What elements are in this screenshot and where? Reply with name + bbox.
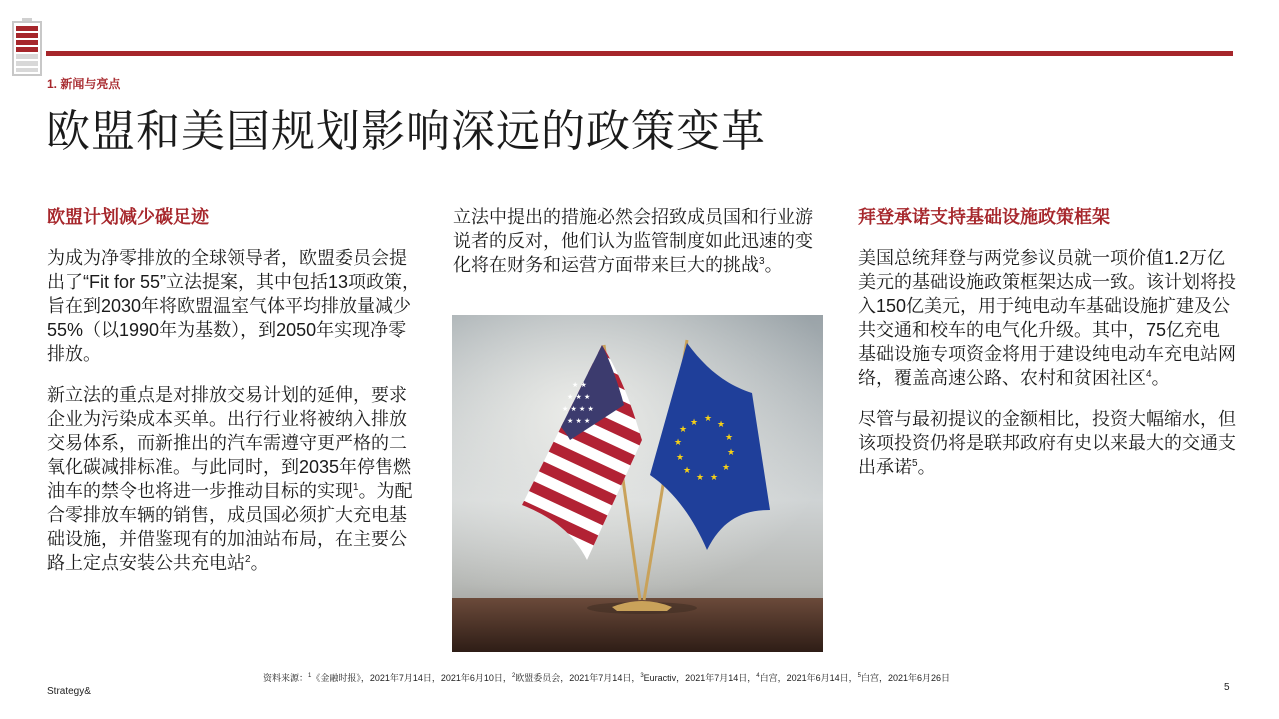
footnote-ref: 4 <box>1146 369 1152 380</box>
svg-text:★ ★ ★: ★ ★ ★ <box>567 393 591 401</box>
svg-text:★ ★: ★ ★ <box>572 381 587 389</box>
us-paragraph-1: 美国总统拜登与两党参议员就一项价值1.2万亿美元的基础设施政策框架达成一致。该计划将投入150亿美元，用于纯电动车基础设施扩建及公共交通和校车的电气化升级。其中，75亿充电基础设施专项资金将用于建设纯电动车充电站网络，覆盖高速公路、农村和贫困社区$^4$。 <box>858 248 1236 388</box>
svg-text:★: ★ <box>722 463 731 473</box>
svg-text:★: ★ <box>676 453 685 463</box>
page-title: 欧盟和美国规划影响深远的政策变革 <box>46 106 766 157</box>
battery-icon <box>12 18 42 76</box>
eu-paragraph-1: 为成为净零排放的全球领导者，欧盟委员会提出了“Fit for 55”立法提案，其中包括13项政策，旨在到2030年将欧盟温室气体平均排放量减少55%（以1990年为基数），到2050年实现净零排放。 <box>47 248 421 364</box>
middle-paragraph: 立法中提出的措施必然会招致成员国和行业游说者的反对，他们认为监管制度如此迅速的变化将在财务和运营方面带来巨大的挑战$^3$。 <box>453 207 813 275</box>
svg-text:★ ★ ★ ★: ★ ★ ★ ★ <box>562 405 594 413</box>
footnote-ref: 5 <box>912 458 918 469</box>
column-middle <box>453 205 825 277</box>
sources-note: 资料来源：$^1$《金融时报》，2021年7月14日，2021年6月10日，$^2$欧盟委员会，2021年7月14日，$^3$Euractiv，2021年7月14日，$^4$白宫，2021年6月14日，$^5$白宫，2021年6月26日 <box>263 673 951 683</box>
page-number: 5 <box>1224 682 1230 693</box>
svg-text:★: ★ <box>696 473 705 483</box>
column-us <box>858 205 1238 479</box>
footnote-ref: 2 <box>245 554 251 565</box>
svg-text:★: ★ <box>727 448 736 458</box>
svg-text:★: ★ <box>679 425 688 435</box>
footer-brand: Strategy& <box>47 686 91 697</box>
svg-text:★: ★ <box>704 414 713 424</box>
svg-text:★: ★ <box>725 433 734 443</box>
footnote-ref: 3 <box>759 256 765 267</box>
svg-text:★ ★ ★: ★ ★ ★ <box>567 417 591 425</box>
svg-text:★: ★ <box>674 438 683 448</box>
footnote-ref: 1 <box>353 482 359 493</box>
section-label: 1. 新闻与亮点 <box>47 77 121 91</box>
svg-text:★: ★ <box>690 418 699 428</box>
eu-paragraph-2: 新立法的重点是对排放交易计划的延伸，要求企业为污染成本买单。出行行业将被纳入排放交易体系，而新推出的汽车需遵守更严格的二氧化碳减排标准。与此同时，到2035年停售燃油车的禁令也将进一步推动目标的实现$^1$。为配合零排放车辆的销售，成员国必须扩大充电基础设施，并借鉴现有的加油站布局，在主要公路上定点安装公共充电站$^2$。 <box>47 385 413 573</box>
header-rule <box>46 51 1233 56</box>
us-paragraph-2: 尽管与最初提议的金额相比，投资大幅缩水，但该项投资仍将是联邦政府有史以来最大的交通支出承诺$^5$。 <box>858 409 1236 477</box>
svg-text:★: ★ <box>710 473 719 483</box>
svg-text:★: ★ <box>717 420 726 430</box>
us-heading: 拜登承诺支持基础设施政策框架 <box>858 207 1110 227</box>
svg-text:★: ★ <box>683 466 692 476</box>
flags-photo <box>452 315 823 652</box>
column-eu <box>47 205 422 575</box>
eu-heading: 欧盟计划减少碳足迹 <box>47 207 209 227</box>
